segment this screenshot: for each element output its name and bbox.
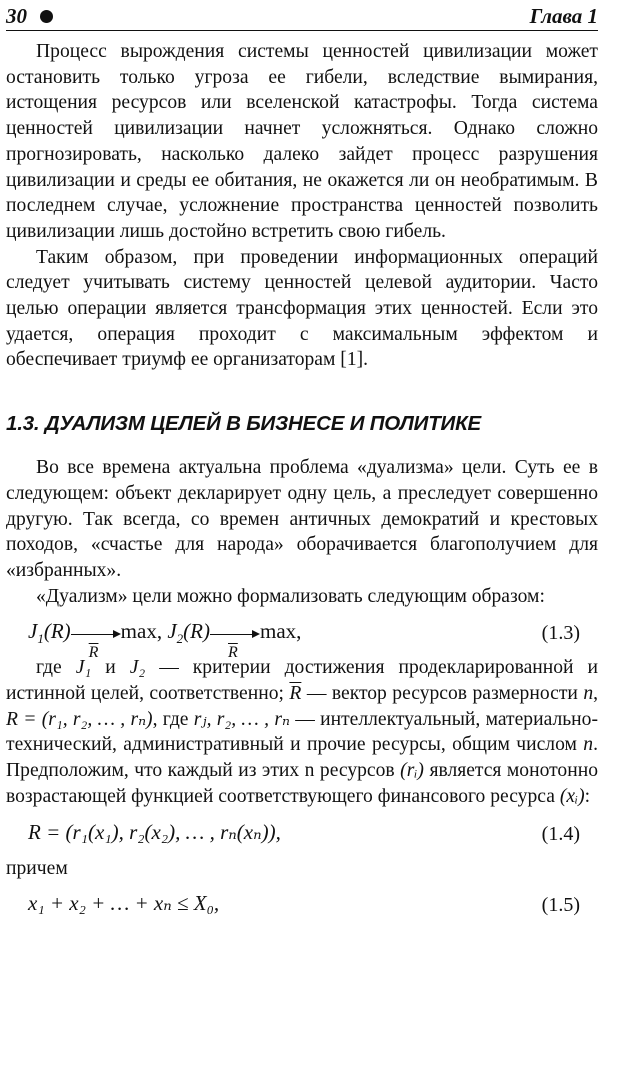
formula-1-4	[6, 814, 598, 854]
paragraph-2: Таким образом, при проведении информационных операций следует учитывать систему ценностей целевой аудитории. Часто целью операции является трансформация этих ценностей. Если это удается, операция проходит с максимальным эффектом и обеспечивает триумф ее организаторам [1].	[6, 246, 598, 371]
bullet-icon	[40, 10, 53, 23]
section-title: 1.3. ДУАЛИЗМ ЦЕЛЕЙ В БИЗНЕСЕ И ПОЛИТИКЕ	[6, 412, 481, 436]
paragraph-3: Во все времена актуальна проблема «дуализма» цели. Суть ее в следующем: объект декларирует одну цель, а преследует совершенно другую. Так всегда, со времен античных демократий и крестовых походов, «счастье для народа» оборачивается благополучием для «избранных».	[6, 457, 598, 581]
formula-number: (1.5)	[541, 894, 580, 917]
page-body	[6, 39, 598, 927]
paragraph-6: причем	[6, 857, 68, 879]
formula-1-5	[6, 885, 598, 925]
paragraph-5: где J₁ и J₂ — критерии достижения продекларированной и истинной целей, соответственно; $\overline{R}$ — вектор ресурсов размерности n, R = (r₁, r₂, … , rₙ), где rⱼ, r₂, … , rₙ — интеллектуальный, материально-технический, административный и прочие ресурсы, общим числом n. Предположим, что каждый из этих n ресурсов (rᵢ) является монотонно возрастающей функцией соответствующего финансового ресурса (xᵢ):	[6, 657, 599, 807]
arrow-icon: $\overline{R}$	[210, 627, 260, 641]
chapter-label: Глава 1	[529, 4, 598, 28]
formula-1-3	[6, 613, 598, 661]
formula-1-5-expression: x₁ + x₂ + … + xₙ ≤ X₀,	[28, 891, 220, 916]
formula-1-3-expression: $J_1(R)$ $\overline{R}$ max, $J_2(R)$ $\overline{R}$ max,	[28, 619, 302, 661]
arrow-icon: $\overline{R}$	[71, 627, 121, 641]
running-head	[6, 2, 598, 31]
paragraph-4: «Дуализм» цели можно формализовать следующим образом:	[36, 585, 545, 607]
formula-number: (1.3)	[541, 622, 580, 645]
page-number: 30	[6, 4, 27, 28]
formula-1-4-expression: R = (r₁(x₁), r₂(x₂), … , rₙ(xₙ)),	[28, 819, 281, 844]
paragraph-1: Процесс вырождения системы ценностей цивилизации может остановить только угроза ее гибели, вследствие вымирания, истощения ресурсов или вселенской катастрофы. Тогда система ценностей цивилизации начнет усложняться. Однако сложно прогнозировать, насколько далеко зайдет процесс разрушения цивилизации и среды ее обитания, не окажется ли он необратимым. В последнем случае, усложнение пространства ценностей позволить цивилизации лишь достойно встретить свою гибель.	[6, 41, 598, 242]
formula-number: (1.4)	[541, 822, 580, 845]
